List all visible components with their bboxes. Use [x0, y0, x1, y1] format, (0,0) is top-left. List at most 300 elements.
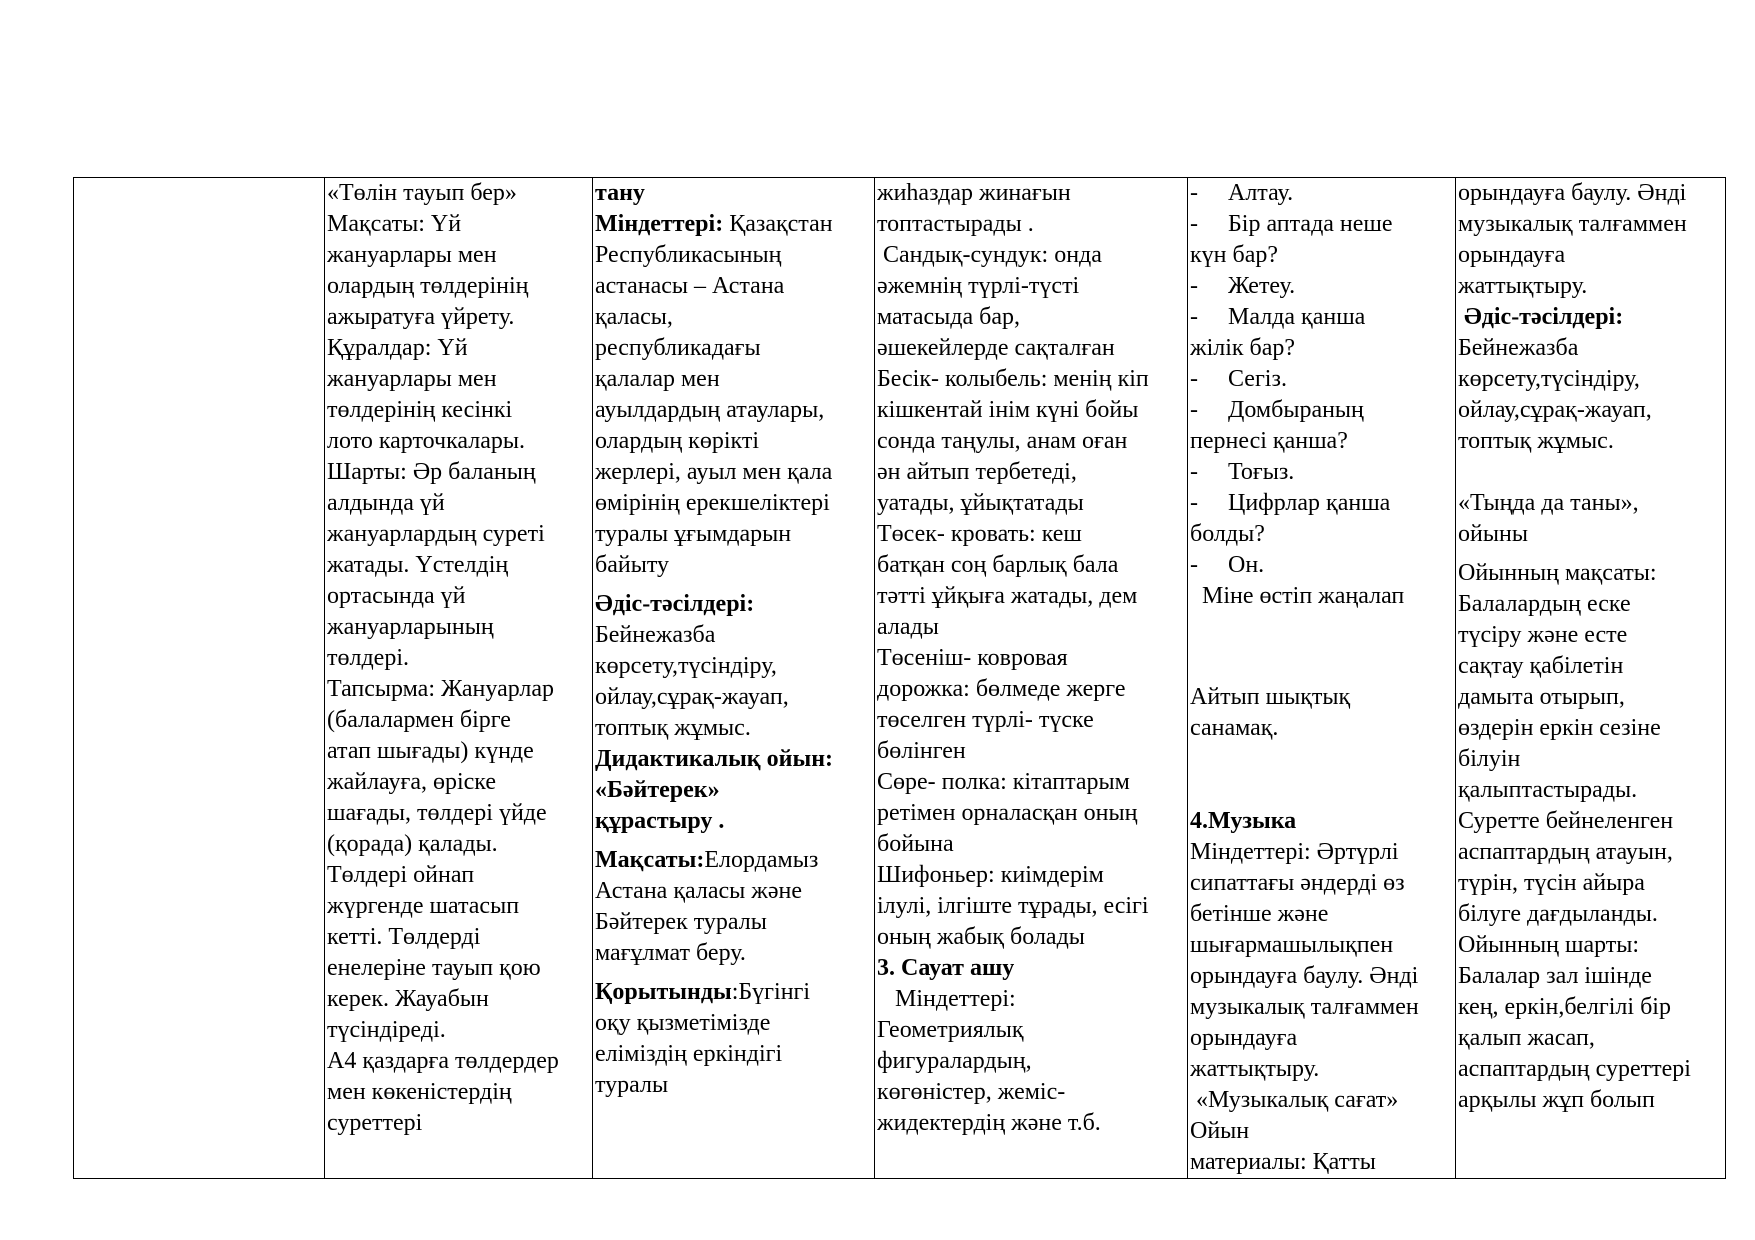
text-line [1190, 930, 1453, 961]
text-line [595, 938, 872, 969]
table-cell-col2 [325, 178, 593, 1179]
table-row [74, 178, 1726, 1179]
line-text: жиһаздар жинағын [877, 180, 1071, 206]
line-text: суреттері [327, 1110, 423, 1136]
text-line [877, 333, 1185, 364]
line-text: Ойынның шарты: [1458, 932, 1640, 958]
line-text: Балалар зал ішінде [1458, 963, 1652, 989]
text-line [1190, 426, 1453, 457]
line-text: жаттықтыру. [1458, 273, 1588, 299]
text-line [327, 860, 590, 891]
line-gap [595, 581, 872, 589]
text-line [877, 178, 1185, 209]
line-text: астанасы – Астана [595, 273, 785, 299]
line-text: жүргенде шатасып [327, 893, 520, 919]
line-text: А4 қаздарға төлдердер [327, 1048, 559, 1074]
text-line [1190, 271, 1453, 302]
line-text: 3. Сауат ашу [877, 955, 1015, 981]
line-text: оның жабық болады [877, 924, 1085, 950]
text-line [877, 271, 1185, 302]
plan-table [73, 177, 1726, 1179]
text-line [327, 426, 590, 457]
line-text: жатады. Үстелдің [327, 552, 509, 578]
line-text: (балалармен бірге [327, 707, 511, 733]
text-line [1458, 364, 1723, 395]
text-line [595, 364, 872, 395]
text-line [595, 1039, 872, 1070]
text-line [877, 612, 1185, 643]
text-line [327, 984, 590, 1015]
line-text: шағады, төлдері үйде [327, 800, 547, 826]
line-text: ойлау,сұрақ-жауап, [595, 684, 789, 710]
line-text: еліміздің еркіндігі [595, 1041, 783, 1067]
line-text: олардың көрікті [595, 428, 760, 454]
line-text: жидектердің және т.б. [877, 1110, 1101, 1136]
text-line [877, 829, 1185, 860]
text-line [1458, 1023, 1723, 1054]
line-text: Мақсаты: Үй [327, 211, 462, 237]
text-line [595, 876, 872, 907]
line-text: олардың төлдерінің [327, 273, 529, 299]
text-line [1458, 806, 1723, 837]
line-text: көгөністер, жеміс- [877, 1079, 1066, 1105]
line-text: топтық жұмыс. [595, 715, 751, 741]
text-line [327, 891, 590, 922]
text-line [1190, 868, 1453, 899]
text-line [327, 209, 590, 240]
list-dash: - [1190, 180, 1198, 206]
line-text: Ойынның мақсаты: [1458, 560, 1657, 586]
list-dash: - [1190, 459, 1198, 485]
line-text: Бесік- колыбель: менің кіп [877, 366, 1149, 392]
text-line [877, 984, 1185, 1015]
text-line [877, 798, 1185, 829]
line-text: Міндеттері: [595, 211, 730, 237]
text-line [877, 891, 1185, 922]
line-text: тану [595, 180, 645, 206]
line-text: көрсету,түсіндіру, [1458, 366, 1640, 392]
text-line [877, 395, 1185, 426]
line-text: Балалардың еске [1458, 591, 1631, 617]
text-line [595, 519, 872, 550]
text-line [595, 620, 872, 651]
line-text: жілік бар? [1190, 335, 1296, 361]
text-line [595, 806, 872, 837]
text-line [1458, 1054, 1723, 1085]
line-text: Бейнежазба [595, 622, 716, 648]
line-text: матасыда бар, [877, 304, 1020, 330]
text-line [877, 1108, 1185, 1139]
text-line [1190, 550, 1453, 581]
text-line [595, 1008, 872, 1039]
line-text: ажыратуға үйрету. [327, 304, 515, 330]
line-text: керек. Жауабын [327, 986, 489, 1012]
text-line [1458, 961, 1723, 992]
text-line [327, 1015, 590, 1046]
line-text: Дидактикалық ойын: [595, 746, 834, 772]
line-text: жануарлардың суреті [327, 521, 545, 547]
text-line [877, 922, 1185, 953]
line-text: сипаттағы әндерді өз [1190, 870, 1405, 896]
text-line [877, 767, 1185, 798]
line-text: алдында үй [327, 490, 445, 516]
line-text: Әдіс-тәсілдері: [1458, 304, 1624, 330]
line-text: Домбыраның [1228, 397, 1364, 423]
line-gap [1190, 674, 1453, 682]
line-text: кең, еркін,белгілі бір [1458, 994, 1671, 1020]
text-line [1458, 589, 1723, 620]
line-text: Шарты: Әр баланың [327, 459, 536, 485]
line-text: Бейнежазба [1458, 335, 1579, 361]
text-line [1458, 302, 1723, 333]
line-text: Міндеттері: [877, 986, 1016, 1012]
line-text-rest: :Бүгінгі [731, 979, 811, 1005]
text-line [1190, 992, 1453, 1023]
line-text: Цифрлар қанша [1228, 490, 1391, 516]
text-line [1190, 178, 1453, 209]
line-text: әжемнің түрлі-түсті [877, 273, 1080, 299]
text-line [1190, 682, 1453, 713]
line-text: кішкентай інім күні бойы [877, 397, 1139, 423]
line-text: топтастырады . [877, 211, 1034, 237]
text-line [877, 488, 1185, 519]
line-text: Он. [1228, 552, 1265, 578]
text-line [327, 705, 590, 736]
text-line [877, 209, 1185, 240]
line-text: жануарлары мен [327, 366, 497, 392]
line-text: жануарлары мен [327, 242, 497, 268]
text-line [877, 953, 1185, 984]
line-gap [1190, 612, 1453, 674]
line-text: туралы [595, 1072, 669, 1098]
line-text: құрастыру . [595, 808, 725, 834]
line-text: білуге дағдыланды. [1458, 901, 1658, 927]
text-line [1190, 395, 1453, 426]
text-line [595, 845, 872, 876]
line-text: музыкалық талғаммен [1190, 994, 1419, 1020]
line-text: ортасында үй [327, 583, 466, 609]
text-line [327, 767, 590, 798]
text-line [877, 705, 1185, 736]
table-cell-col1 [74, 178, 325, 1179]
line-text: жерлері, ауыл мен қала [595, 459, 833, 485]
list-dash: - [1190, 366, 1198, 392]
text-line [327, 302, 590, 333]
text-line [595, 550, 872, 581]
text-line [327, 550, 590, 581]
line-text: түсіру және есте [1458, 622, 1628, 648]
line-text: алады [877, 614, 939, 640]
text-line [595, 907, 872, 938]
text-line [1190, 457, 1453, 488]
text-line [1458, 899, 1723, 930]
table-cell-col4 [875, 178, 1188, 1179]
line-text: Әдіс-тәсілдері: [595, 591, 755, 617]
text-line [1190, 364, 1453, 395]
line-text: оқу қызметімізде [595, 1010, 771, 1036]
text-line [327, 674, 590, 705]
line-text: аспаптардың суреттері [1458, 1056, 1691, 1082]
line-text: «Тыңда да таны», [1458, 490, 1639, 516]
text-line [1190, 488, 1453, 519]
text-line [327, 643, 590, 674]
line-text: Міне өстіп жаңалап [1190, 583, 1405, 609]
line-text: дамыта отырып, [1458, 684, 1625, 710]
line-text-rest: Қазақстан [729, 211, 833, 237]
line-text: Ойын [1190, 1118, 1250, 1144]
text-line [327, 798, 590, 829]
text-line [327, 364, 590, 395]
text-line [595, 302, 872, 333]
line-text: Сандық-сундук: онда [877, 242, 1102, 268]
line-text: Бір аптада неше [1228, 211, 1393, 237]
line-gap [595, 837, 872, 845]
text-line [595, 651, 872, 682]
text-line [595, 457, 872, 488]
line-text: ойлау,сұрақ-жауап, [1458, 397, 1652, 423]
text-line [1458, 930, 1723, 961]
text-line [877, 1015, 1185, 1046]
text-line [877, 457, 1185, 488]
line-text: білуін [1458, 746, 1521, 772]
line-text: дорожка: бөлмеде жерге [877, 676, 1126, 702]
text-line [1190, 1023, 1453, 1054]
line-text: Жетеу. [1228, 273, 1296, 299]
line-text: арқылы жұп болып [1458, 1087, 1655, 1113]
line-text: 4.Музыка [1190, 808, 1297, 834]
text-line [1458, 333, 1723, 364]
line-text: өмірінің ерекшеліктері [595, 490, 830, 516]
line-text: Республикасының [595, 242, 782, 268]
text-line [1190, 806, 1453, 837]
table-cell-col6 [1456, 178, 1726, 1179]
line-text: «Бәйтерек» [595, 777, 720, 803]
line-text: орындауға [1190, 1025, 1298, 1051]
line-text: қалыптастырады. [1458, 777, 1638, 803]
text-line [1190, 1085, 1453, 1116]
text-line [327, 953, 590, 984]
line-text: Сегіз. [1228, 366, 1287, 392]
line-text: бойына [877, 831, 954, 857]
text-line [1190, 899, 1453, 930]
line-gap [1458, 550, 1723, 558]
line-text: «Музыкалық сағат» [1190, 1087, 1399, 1113]
text-line [1190, 209, 1453, 240]
list-dash: - [1190, 304, 1198, 330]
text-line [1458, 178, 1723, 209]
text-line [877, 736, 1185, 767]
text-line [1190, 302, 1453, 333]
line-text: түсіндіреді. [327, 1017, 446, 1043]
line-text: сонда таңулы, анам оған [877, 428, 1128, 454]
line-text: фигуралардың, [877, 1048, 1032, 1074]
text-line [327, 395, 590, 426]
line-text: ретімен орналасқан оның [877, 800, 1138, 826]
line-text: Алтау. [1228, 180, 1294, 206]
line-text: «Төлін тауып бер» [327, 180, 517, 206]
line-text: Суретте бейнеленген [1458, 808, 1674, 834]
line-text: орындауға [1458, 242, 1566, 268]
line-text: аспаптардың атауын, [1458, 839, 1673, 865]
text-line [1458, 488, 1723, 519]
text-line [327, 240, 590, 271]
text-line [1458, 868, 1723, 899]
line-text: төлдері. [327, 645, 409, 671]
line-text: енелеріне тауып қою [327, 955, 541, 981]
line-text: бетінше және [1190, 901, 1329, 927]
text-line [877, 550, 1185, 581]
line-text: шығармашылықпен [1190, 932, 1394, 958]
line-gap [1458, 457, 1723, 488]
line-text: орындауға баулу. Әнді [1190, 963, 1419, 989]
line-text: санамақ. [1190, 715, 1279, 741]
line-text: Айтып шықтық [1190, 684, 1351, 710]
text-line [1458, 744, 1723, 775]
text-line [595, 589, 872, 620]
line-text: қалып жасап, [1458, 1025, 1595, 1051]
text-line [877, 643, 1185, 674]
line-text: атап шығады) күнде [327, 738, 534, 764]
text-line [327, 1077, 590, 1108]
text-line [327, 581, 590, 612]
list-dash: - [1190, 397, 1198, 423]
text-line [1458, 271, 1723, 302]
line-text: Төлдері ойнап [327, 862, 475, 888]
list-dash: - [1190, 273, 1198, 299]
line-text: музыкалық талғаммен [1458, 211, 1687, 237]
line-text: уатады, ұйықтатады [877, 490, 1084, 516]
text-line [1190, 961, 1453, 992]
text-line [327, 271, 590, 302]
text-line [327, 736, 590, 767]
text-line [877, 581, 1185, 612]
text-line [1458, 209, 1723, 240]
line-text: Малда қанша [1228, 304, 1366, 330]
text-line [1458, 837, 1723, 868]
text-line [595, 1070, 872, 1101]
line-text: қаласы, [595, 304, 673, 330]
text-line [1190, 713, 1453, 744]
line-text: жануарларының [327, 614, 494, 640]
table-cell-col5 [1188, 178, 1456, 1179]
line-text: ілулі, ілгіште тұрады, есігі [877, 893, 1149, 919]
text-line [877, 1077, 1185, 1108]
text-line [595, 271, 872, 302]
text-line [327, 922, 590, 953]
text-line [1190, 837, 1453, 868]
text-line [1458, 240, 1723, 271]
text-line [1458, 558, 1723, 589]
line-text: республикадағы [595, 335, 761, 361]
text-line [877, 302, 1185, 333]
text-line [877, 674, 1185, 705]
text-line [1458, 651, 1723, 682]
text-line [1458, 992, 1723, 1023]
line-text: тәтті ұйқыға жатады, дем [877, 583, 1138, 609]
list-dash: - [1190, 490, 1198, 516]
text-line [595, 426, 872, 457]
text-line [595, 713, 872, 744]
text-line [877, 426, 1185, 457]
line-text: өздерін еркін сезіне [1458, 715, 1661, 741]
line-text: ән айтып тербетеді, [877, 459, 1077, 485]
line-text: жайлауға, өріске [327, 769, 497, 795]
line-text: Тапсырма: Жануарлар [327, 676, 555, 702]
line-text: күн бар? [1190, 242, 1279, 268]
text-line [1190, 1147, 1453, 1178]
line-text: болды? [1190, 521, 1265, 547]
list-dash: - [1190, 552, 1198, 578]
line-text: төселген түрлі- түске [877, 707, 1094, 733]
text-line [327, 488, 590, 519]
text-line [595, 744, 872, 775]
text-line [327, 612, 590, 643]
line-text: Төсеніш- ковровая [877, 645, 1068, 671]
line-text: Шифоньер: киімдерім [877, 862, 1104, 888]
line-text: Төсек- кровать: кеш [877, 521, 1082, 547]
text-line [877, 1046, 1185, 1077]
line-text: Міндеттері: Әртүрлі [1190, 839, 1399, 865]
text-line [327, 178, 590, 209]
text-line [1458, 395, 1723, 426]
text-line [327, 1108, 590, 1139]
text-line [595, 395, 872, 426]
text-line [327, 1046, 590, 1077]
table-cell-col3 [593, 178, 875, 1179]
line-text: топтық жұмыс. [1458, 428, 1614, 454]
line-text: Тоғыз. [1228, 459, 1295, 485]
line-text: ойыны [1458, 521, 1528, 547]
text-line [595, 178, 872, 209]
text-line [327, 829, 590, 860]
text-line [595, 333, 872, 364]
text-line [327, 457, 590, 488]
line-text: лото карточкалары. [327, 428, 525, 454]
line-text: Бәйтерек туралы [595, 909, 767, 935]
text-line [595, 240, 872, 271]
line-gap [1190, 744, 1453, 806]
line-text: түрін, түсін айыра [1458, 870, 1645, 896]
line-text: Геометриялық [877, 1017, 1024, 1043]
line-text: Қорытынды [595, 979, 732, 1005]
line-text: батқан соң барлық бала [877, 552, 1119, 578]
list-dash: - [1190, 211, 1198, 237]
line-text: көрсету,түсіндіру, [595, 653, 777, 679]
line-text: байыту [595, 552, 670, 578]
text-line [1458, 519, 1723, 550]
text-line [877, 860, 1185, 891]
text-line [327, 519, 590, 550]
text-line [1458, 775, 1723, 806]
text-line [877, 240, 1185, 271]
text-line [595, 977, 872, 1008]
line-text: Астана қаласы және [595, 878, 802, 904]
line-gap [595, 969, 872, 977]
text-line [327, 333, 590, 364]
line-text: қалалар мен [595, 366, 720, 392]
text-line [595, 209, 872, 240]
text-line [1190, 333, 1453, 364]
line-text: әшекейлерде сақталған [877, 335, 1115, 361]
text-line [1458, 682, 1723, 713]
line-text: туралы ұғымдарын [595, 521, 792, 547]
text-line [1458, 713, 1723, 744]
line-text: орындауға баулу. Әнді [1458, 180, 1687, 206]
text-line [1190, 581, 1453, 612]
text-line [1458, 1085, 1723, 1116]
line-text: материалы: Қатты [1190, 1149, 1376, 1175]
text-line [1458, 426, 1723, 457]
